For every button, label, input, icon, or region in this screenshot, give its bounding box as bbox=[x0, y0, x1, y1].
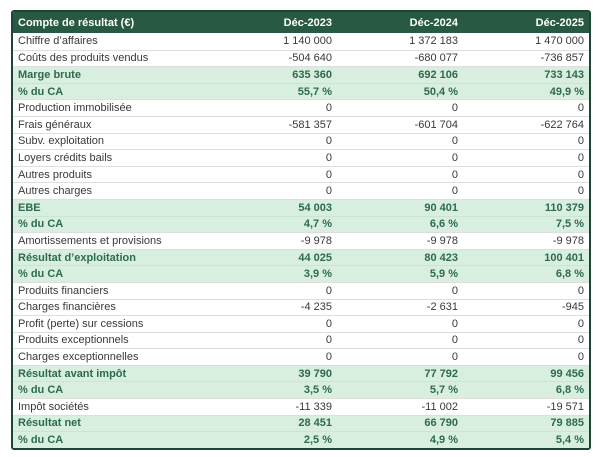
table-row bbox=[13, 282, 589, 299]
row-label: Profit (perte) sur cessions bbox=[18, 317, 144, 330]
cell-value: 0 bbox=[451, 168, 458, 181]
row-label: Production immobilisée bbox=[18, 102, 132, 115]
cell-value: -736 857 bbox=[540, 52, 584, 65]
cell-value: 90 401 bbox=[424, 201, 458, 214]
cell-value: -4 235 bbox=[300, 301, 332, 314]
cell-value: 0 bbox=[325, 102, 332, 115]
row-label: Produits exceptionnels bbox=[18, 334, 129, 347]
row-label: Résultat net bbox=[18, 417, 81, 430]
row-label: % du CA bbox=[18, 85, 64, 98]
cell-value: -9 978 bbox=[300, 234, 332, 247]
cell-value: 1 470 000 bbox=[535, 35, 584, 48]
row-label: % du CA bbox=[18, 384, 64, 397]
column-header-dec-2023: Déc-2023 bbox=[283, 16, 332, 29]
cell-value: 0 bbox=[451, 102, 458, 115]
table-row bbox=[13, 133, 589, 150]
cell-value: 0 bbox=[451, 317, 458, 330]
cell-value: 5,4 % bbox=[555, 434, 584, 447]
table-row bbox=[13, 381, 589, 398]
cell-value: 54 003 bbox=[298, 201, 332, 214]
cell-value: 44 025 bbox=[298, 251, 332, 264]
cell-value: 6,6 % bbox=[429, 218, 458, 231]
row-label: Charges exceptionnelles bbox=[18, 351, 139, 364]
cell-value: 99 456 bbox=[550, 367, 584, 380]
table-row bbox=[13, 116, 589, 133]
cell-value: 2,5 % bbox=[303, 434, 332, 447]
row-label: Résultat avant impôt bbox=[18, 367, 127, 380]
row-label: EBE bbox=[18, 201, 41, 214]
cell-value: 0 bbox=[325, 185, 332, 198]
table-row bbox=[13, 199, 589, 216]
cell-value: 3,9 % bbox=[303, 268, 332, 281]
row-label: % du CA bbox=[18, 434, 64, 447]
table-row bbox=[13, 315, 589, 332]
cell-value: 80 423 bbox=[424, 251, 458, 264]
table-row bbox=[13, 415, 589, 432]
cell-value: 66 790 bbox=[424, 417, 458, 430]
cell-value: 733 143 bbox=[544, 68, 584, 81]
cell-value: 0 bbox=[577, 334, 584, 347]
cell-value: 7,5 % bbox=[555, 218, 584, 231]
table-row bbox=[13, 398, 589, 415]
table-row bbox=[13, 249, 589, 266]
table-row bbox=[13, 99, 589, 116]
cell-value: 0 bbox=[451, 151, 458, 164]
cell-value: 0 bbox=[325, 135, 332, 148]
cell-value: 39 790 bbox=[298, 367, 332, 380]
cell-value: 635 360 bbox=[292, 68, 332, 81]
table-row bbox=[13, 182, 589, 199]
cell-value: -9 978 bbox=[426, 234, 458, 247]
cell-value: -581 357 bbox=[288, 118, 332, 131]
cell-value: -9 978 bbox=[552, 234, 584, 247]
cell-value: -680 077 bbox=[414, 52, 458, 65]
table-row bbox=[13, 66, 589, 83]
cell-value: 0 bbox=[577, 185, 584, 198]
cell-value: 0 bbox=[577, 351, 584, 364]
table-header-row bbox=[13, 12, 589, 33]
cell-value: -504 640 bbox=[288, 52, 332, 65]
cell-value: 0 bbox=[325, 151, 332, 164]
cell-value: 0 bbox=[577, 168, 584, 181]
table-row bbox=[13, 431, 589, 448]
cell-value: 0 bbox=[325, 334, 332, 347]
table-row bbox=[13, 83, 589, 100]
row-label: Chiffre d’affaires bbox=[18, 35, 98, 48]
cell-value: 5,7 % bbox=[429, 384, 458, 397]
row-label: Autres charges bbox=[18, 185, 92, 198]
column-header-dec-2025: Déc-2025 bbox=[535, 16, 584, 29]
cell-value: -19 571 bbox=[546, 400, 584, 413]
cell-value: 0 bbox=[325, 317, 332, 330]
table-row bbox=[13, 166, 589, 183]
cell-value: 0 bbox=[325, 351, 332, 364]
table-body bbox=[13, 33, 589, 448]
cell-value: -11 339 bbox=[295, 400, 332, 413]
cell-value: 4,7 % bbox=[303, 218, 332, 231]
cell-value: -622 764 bbox=[540, 118, 584, 131]
cell-value: 55,7 % bbox=[297, 85, 332, 98]
cell-value: 0 bbox=[577, 135, 584, 148]
cell-value: 0 bbox=[577, 317, 584, 330]
table-row bbox=[13, 33, 589, 50]
cell-value: 49,9 % bbox=[549, 85, 584, 98]
cell-value: 0 bbox=[577, 284, 584, 297]
income-statement-table bbox=[11, 10, 591, 450]
cell-value: 77 792 bbox=[424, 367, 458, 380]
cell-value: -11 002 bbox=[421, 400, 458, 413]
row-label: Autres produits bbox=[18, 168, 92, 181]
row-label: Marge brute bbox=[18, 68, 81, 81]
cell-value: 0 bbox=[325, 284, 332, 297]
cell-value: 692 106 bbox=[418, 68, 458, 81]
cell-value: -2 631 bbox=[426, 301, 458, 314]
row-label: % du CA bbox=[18, 218, 64, 231]
cell-value: 4,9 % bbox=[429, 434, 458, 447]
cell-value: 0 bbox=[577, 151, 584, 164]
cell-value: 1 140 000 bbox=[283, 35, 332, 48]
cell-value: 0 bbox=[451, 284, 458, 297]
table-row bbox=[13, 365, 589, 382]
row-label: Frais généraux bbox=[18, 118, 92, 131]
row-label: Loyers crédits bails bbox=[18, 151, 113, 164]
row-label: Impôt sociétés bbox=[18, 400, 89, 413]
cell-value: 0 bbox=[451, 185, 458, 198]
cell-value: 0 bbox=[451, 351, 458, 364]
cell-value: 3,5 % bbox=[303, 384, 332, 397]
cell-value: 0 bbox=[325, 168, 332, 181]
cell-value: 0 bbox=[451, 334, 458, 347]
table-row bbox=[13, 348, 589, 365]
table-title: Compte de résultat (€) bbox=[18, 16, 135, 29]
cell-value: -945 bbox=[561, 301, 584, 314]
cell-value: 28 451 bbox=[298, 417, 332, 430]
row-label: Produits financiers bbox=[18, 284, 109, 297]
row-label: Coûts des produits vendus bbox=[18, 52, 149, 65]
cell-value: 0 bbox=[577, 102, 584, 115]
row-label: % du CA bbox=[18, 268, 64, 281]
row-label: Subv. exploitation bbox=[18, 135, 105, 148]
cell-value: 6,8 % bbox=[555, 384, 584, 397]
cell-value: 79 885 bbox=[550, 417, 584, 430]
table-row bbox=[13, 149, 589, 166]
cell-value: 100 401 bbox=[544, 251, 584, 264]
cell-value: 0 bbox=[451, 135, 458, 148]
table-row bbox=[13, 50, 589, 67]
cell-value: 6,8 % bbox=[555, 268, 584, 281]
cell-value: 110 379 bbox=[544, 201, 584, 214]
row-label: Charges financières bbox=[18, 301, 116, 314]
table-row bbox=[13, 232, 589, 249]
column-header-dec-2024: Déc-2024 bbox=[409, 16, 458, 29]
row-label: Résultat d’exploitation bbox=[18, 251, 136, 264]
table-row bbox=[13, 265, 589, 282]
row-label: Amortissements et provisions bbox=[18, 234, 162, 247]
table-row bbox=[13, 299, 589, 316]
table-row bbox=[13, 332, 589, 349]
cell-value: 5,9 % bbox=[429, 268, 458, 281]
cell-value: 1 372 183 bbox=[409, 35, 458, 48]
cell-value: -601 704 bbox=[414, 118, 458, 131]
table-row bbox=[13, 216, 589, 233]
cell-value: 50,4 % bbox=[423, 85, 458, 98]
